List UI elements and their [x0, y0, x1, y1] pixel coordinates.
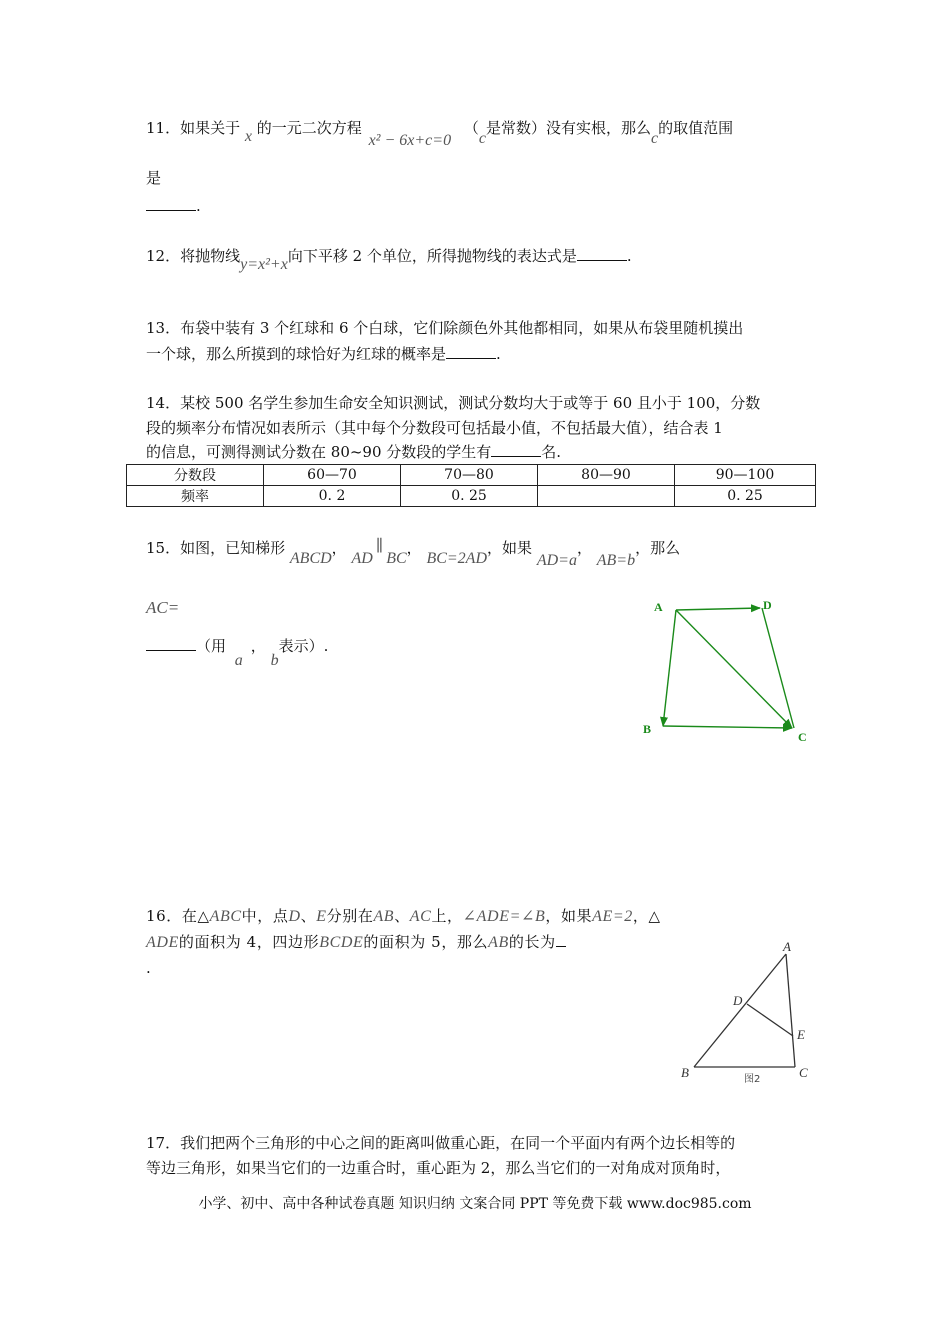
q16-line3: .	[146, 959, 151, 977]
q14-number: 14．	[146, 394, 181, 412]
q15-line3: （用 a， b表示）.	[146, 636, 328, 657]
q14-line3: 的信息，可测得测试分数在 80~90 分数段的学生有 名.	[146, 443, 562, 461]
q15-line2: AC=	[146, 598, 180, 617]
table-cell: 0. 25	[675, 486, 816, 507]
q17-line1: 17．我们把两个三角形的中心之间的距离叫做重心距，在同一个平面内有两个边长相等的	[146, 1134, 736, 1152]
q14-line1: 14．某校 500 名学生参加生命安全知识测试，测试分数均大于或等于 60 且小于 100，分数	[146, 394, 761, 412]
label-a: A	[783, 939, 791, 954]
q16-line2: ADE的面积为 4，四边形BCDE的面积为 5，那么AB的长为	[146, 932, 566, 953]
table-cell: 频率	[127, 486, 264, 507]
q12-equation: y=x²+x	[240, 256, 288, 273]
vector-ac	[676, 610, 792, 728]
q11-number: 11．	[146, 119, 181, 137]
table-cell	[538, 486, 675, 507]
q13-line1: 13．布袋中装有 3 个红球和 6 个白球，它们除颜色外其他都相同，如果从布袋里随机摸出	[146, 319, 744, 337]
q16-number: 16．	[146, 907, 182, 925]
table-cell: 80—90	[538, 465, 675, 486]
q13-number: 13．	[146, 319, 181, 337]
q15-number: 15．	[146, 539, 181, 557]
label-b: B	[643, 722, 652, 736]
table-cell: 70—80	[401, 465, 538, 486]
answer-blank	[556, 932, 566, 947]
table-row	[127, 465, 816, 486]
q11-var-c: c	[478, 130, 486, 147]
segment-de	[747, 1004, 793, 1036]
answer-blank	[146, 636, 196, 651]
q11-line2: 是	[146, 169, 162, 187]
q13-line2: 一个球，那么所摸到的球恰好为红球的概率是 .	[146, 345, 501, 363]
vector-ad	[676, 608, 760, 610]
page-footer: 小学、初中、高中各种试卷真题 知识归纳 文案合同 PPT 等免费下载 www.doc985.com	[198, 1196, 752, 1212]
side-ab	[694, 954, 786, 1067]
table-row	[127, 486, 816, 507]
label-e: E	[797, 1027, 805, 1042]
label-d: D	[763, 598, 772, 612]
q11-line3: .	[146, 196, 201, 216]
frequency-table	[126, 464, 816, 507]
q17-number: 17．	[146, 1134, 181, 1152]
q17-line2: 等边三角形，如果当它们的一边重合时，重心距为 2，那么当它们的一对角成对顶角时，	[146, 1159, 731, 1177]
q11-var-x: x	[244, 128, 252, 145]
q11-var-c2: c	[651, 130, 659, 147]
table-cell: 0. 2	[264, 486, 401, 507]
answer-blank	[446, 344, 496, 359]
answer-blank	[491, 442, 541, 457]
q11-equation: x² − 6x+c=0	[368, 132, 452, 149]
table-cell: 60—70	[264, 465, 401, 486]
table-cell: 0. 25	[401, 486, 538, 507]
q15-line1: 15．如图，已知梯形 ABCD， AD∥BC， BC=2AD，如果 AD=a， AB=b，那么	[146, 538, 681, 569]
figure-caption: 图2	[744, 1074, 761, 1085]
table-cell: 分数段	[127, 465, 264, 486]
q16-line1: 16．在△ABC中，点D、E分别在AB、AC上，∠ADE=∠B，如果AE=2，△	[146, 907, 661, 925]
q14-line2: 段的频率分布情况如表所示（其中每个分数段可包括最小值，不包括最大值），结合表 1	[146, 419, 723, 437]
answer-blank	[577, 246, 627, 261]
label-c: C	[798, 730, 807, 744]
label-a: A	[654, 600, 663, 614]
label-b: B	[681, 1065, 689, 1080]
q12-number: 12．	[146, 247, 181, 265]
q11-line1: 11．如果关于 x 的一元二次方程 x² − 6x+c=0 （c是常数）没有实根，那么c的取值范围	[146, 119, 734, 149]
segment-dc	[762, 608, 794, 728]
side-ac	[786, 954, 795, 1067]
answer-blank	[146, 196, 196, 211]
label-d: D	[733, 993, 743, 1008]
q12-line: 12．将抛物线y=x²+x向下平移 2 个单位，所得抛物线的表达式是 .	[146, 247, 632, 273]
label-c: C	[799, 1065, 808, 1080]
table-cell: 90—100	[675, 465, 816, 486]
vector-bc	[663, 726, 792, 728]
vector-ab	[663, 610, 676, 726]
